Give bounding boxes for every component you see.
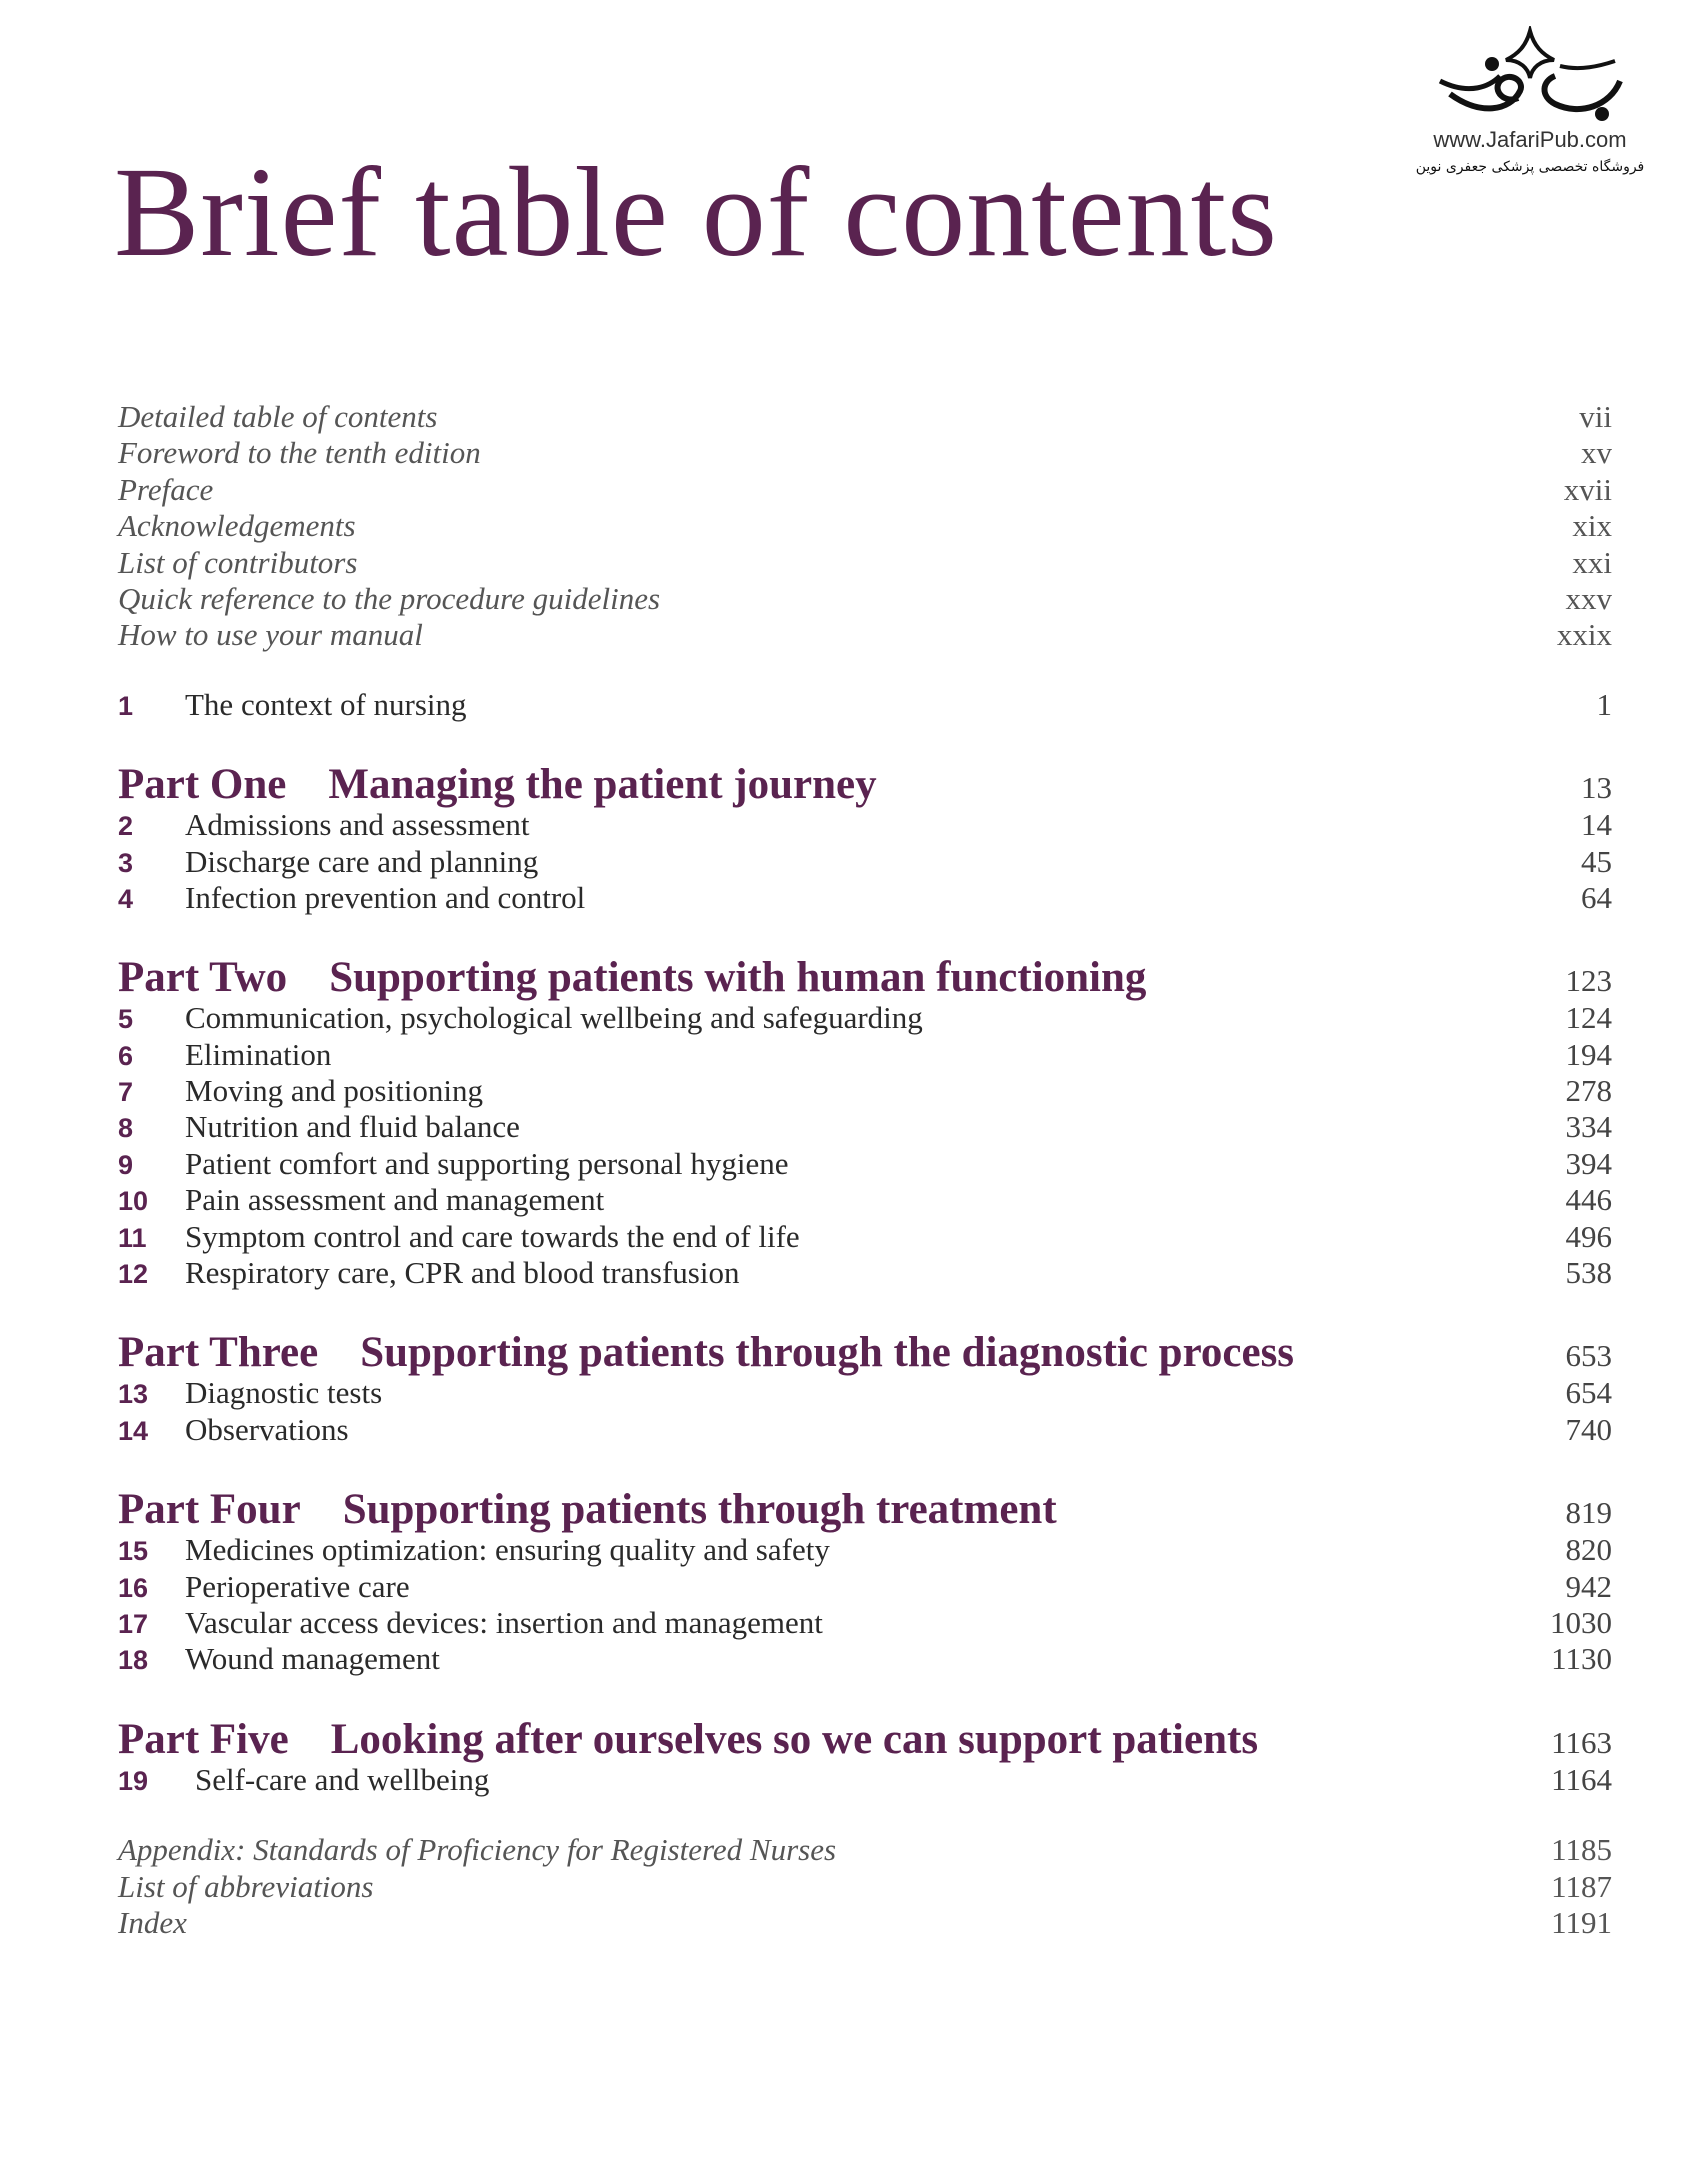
chapter-title: Observations bbox=[185, 1411, 349, 1447]
chapter-title: Moving and positioning bbox=[185, 1073, 483, 1109]
part-page: 1163 bbox=[1551, 1724, 1612, 1760]
chapter-page: 538 bbox=[1565, 1255, 1612, 1291]
chapter-entry[interactable] bbox=[118, 844, 1612, 880]
chapter-page: 14 bbox=[1581, 807, 1612, 843]
chapter-number: 15 bbox=[118, 1536, 149, 1567]
chapter-number: 9 bbox=[118, 1149, 134, 1180]
part-name: Part One bbox=[118, 761, 287, 809]
chapter-page: 654 bbox=[1565, 1375, 1612, 1411]
chapter-entry[interactable] bbox=[118, 1109, 1612, 1145]
entry-title: Preface bbox=[118, 471, 214, 507]
chapter-page: 1 bbox=[1596, 686, 1612, 722]
chapter-number: 3 bbox=[118, 847, 134, 878]
toc-entry[interactable] bbox=[118, 1905, 1612, 1941]
part-title: Managing the patient journey bbox=[328, 761, 877, 809]
logo-url: www.JafariPub.com bbox=[1433, 127, 1627, 152]
chapter-entry[interactable] bbox=[118, 1182, 1612, 1218]
chapter-page: 394 bbox=[1565, 1145, 1612, 1181]
chapter-entry[interactable] bbox=[118, 1000, 1612, 1036]
chapter-page: 820 bbox=[1565, 1532, 1612, 1568]
part-title: Supporting patients through the diagnostic process bbox=[360, 1329, 1295, 1377]
part-heading[interactable] bbox=[118, 1715, 1612, 1763]
chapter-page: 1030 bbox=[1550, 1604, 1612, 1640]
chapter-number: 16 bbox=[118, 1572, 149, 1603]
chapter-page: 45 bbox=[1581, 843, 1612, 879]
entry-page: xvii bbox=[1563, 471, 1612, 507]
toc-entry[interactable] bbox=[118, 617, 1612, 653]
entry-title: List of contributors bbox=[118, 544, 358, 580]
chapter-page: 740 bbox=[1565, 1411, 1612, 1447]
chapter-page: 124 bbox=[1565, 1000, 1612, 1036]
entry-page: xxi bbox=[1572, 544, 1612, 580]
entry-title: Detailed table of contents bbox=[118, 399, 438, 434]
chapter-number: 10 bbox=[118, 1186, 149, 1217]
part-page: 653 bbox=[1565, 1338, 1612, 1374]
chapter-page: 446 bbox=[1565, 1182, 1612, 1218]
chapter-page: 496 bbox=[1565, 1218, 1612, 1254]
chapter-title: Vascular access devices: insertion and management bbox=[185, 1604, 823, 1640]
part-heading[interactable] bbox=[118, 763, 1612, 807]
toc-entry[interactable] bbox=[118, 435, 1612, 471]
chapter-page: 942 bbox=[1565, 1568, 1612, 1604]
chapter-number: 2 bbox=[118, 811, 134, 842]
chapter-title: Patient comfort and supporting personal hygiene bbox=[185, 1145, 789, 1181]
toc-entry[interactable] bbox=[118, 472, 1612, 508]
entry-page: xv bbox=[1581, 435, 1612, 471]
part-name: Part Three bbox=[118, 1329, 319, 1377]
chapter-number: 8 bbox=[118, 1113, 134, 1144]
chapter-title: Symptom control and care towards the end of life bbox=[185, 1218, 800, 1254]
part-heading[interactable] bbox=[118, 956, 1612, 1000]
chapter-page: 1130 bbox=[1551, 1641, 1612, 1677]
chapter-title: Infection prevention and control bbox=[185, 879, 586, 915]
chapter-entry[interactable] bbox=[118, 880, 1612, 916]
chapter-entry[interactable] bbox=[118, 1073, 1612, 1109]
publisher-logo bbox=[1385, 26, 1675, 196]
chapter-title: Admissions and assessment bbox=[185, 807, 530, 843]
table-of-contents bbox=[118, 399, 1612, 1941]
part-page: 819 bbox=[1565, 1495, 1612, 1531]
chapter-page: 64 bbox=[1581, 879, 1612, 915]
chapter-number: 11 bbox=[118, 1222, 147, 1253]
entry-title: Quick reference to the procedure guidelines bbox=[118, 580, 661, 616]
chapter-title: Respiratory care, CPR and blood transfusion bbox=[185, 1255, 740, 1291]
entry-page: 1187 bbox=[1551, 1868, 1612, 1904]
chapter-entry[interactable] bbox=[118, 687, 1612, 723]
chapter-number: 7 bbox=[118, 1077, 134, 1108]
part-name: Part Two bbox=[118, 954, 288, 1002]
entry-title: Foreword to the tenth edition bbox=[118, 435, 481, 471]
chapter-title: Wound management bbox=[185, 1641, 440, 1677]
part-title: Looking after ourselves so we can support patients bbox=[330, 1715, 1259, 1763]
chapter-entry[interactable] bbox=[118, 807, 1612, 843]
logo-tagline: فروشگاه تخصصی پزشکی جعفری نوین bbox=[1415, 159, 1645, 175]
chapter-entry[interactable] bbox=[118, 1037, 1612, 1073]
chapter-number: 18 bbox=[118, 1645, 149, 1676]
back-matter bbox=[118, 1832, 1612, 1941]
chapter-entry[interactable] bbox=[118, 1255, 1612, 1291]
toc-entry[interactable] bbox=[118, 581, 1612, 617]
entry-page: xix bbox=[1572, 508, 1612, 544]
chapter-number: 17 bbox=[118, 1608, 149, 1639]
entry-title: How to use your manual bbox=[118, 617, 423, 653]
chapter-title: Nutrition and fluid balance bbox=[185, 1109, 520, 1145]
entry-title: Index bbox=[118, 1904, 187, 1940]
chapter-entry[interactable] bbox=[118, 1532, 1612, 1568]
chapter-number: 19 bbox=[118, 1765, 149, 1796]
entry-title: List of abbreviations bbox=[118, 1868, 374, 1904]
chapter-number: 13 bbox=[118, 1379, 149, 1410]
chapter-entry[interactable] bbox=[118, 1641, 1612, 1677]
toc-entry[interactable] bbox=[118, 508, 1612, 544]
part-page: 13 bbox=[1581, 770, 1612, 806]
chapter-entry[interactable] bbox=[118, 1219, 1612, 1255]
chapter-number: 14 bbox=[118, 1415, 149, 1446]
chapter-page: 334 bbox=[1565, 1109, 1612, 1145]
chapter-number: 1 bbox=[118, 690, 134, 721]
page-title: Brief table of contents bbox=[114, 140, 1278, 283]
chapter-title: Medicines optimization: ensuring quality and safety bbox=[185, 1532, 830, 1568]
part-name: Part Five bbox=[118, 1715, 289, 1763]
toc-entry[interactable] bbox=[118, 1869, 1612, 1905]
chapter-number: 4 bbox=[118, 883, 134, 914]
chapter-entry[interactable] bbox=[118, 1569, 1612, 1605]
chapter-page: 1164 bbox=[1551, 1761, 1612, 1797]
chapter-title: Self-care and wellbeing bbox=[195, 1761, 490, 1797]
entry-title: Acknowledgements bbox=[118, 508, 356, 544]
entry-page: xxv bbox=[1565, 580, 1612, 616]
logo-emblem-icon bbox=[1430, 26, 1630, 131]
chapter-title: Discharge care and planning bbox=[185, 843, 539, 879]
part-title: Supporting patients with human functioning bbox=[329, 954, 1147, 1002]
chapter-entry[interactable] bbox=[118, 1762, 1612, 1798]
part-title: Supporting patients through treatment bbox=[342, 1486, 1057, 1534]
entry-title: Appendix: Standards of Proficiency for Registered Nurses bbox=[118, 1832, 837, 1868]
part-heading[interactable] bbox=[118, 1488, 1612, 1532]
entry-page: 1185 bbox=[1551, 1832, 1612, 1868]
entry-page: 1191 bbox=[1551, 1904, 1612, 1940]
chapter-entry[interactable] bbox=[118, 1412, 1612, 1448]
entry-page: xxix bbox=[1556, 617, 1612, 653]
toc-entry[interactable] bbox=[118, 399, 1612, 435]
chapter-entry[interactable] bbox=[118, 1375, 1612, 1411]
chapter-title: Elimination bbox=[185, 1036, 332, 1072]
part-heading[interactable] bbox=[118, 1331, 1612, 1375]
part-name: Part Four bbox=[118, 1486, 301, 1534]
chapter-title: Perioperative care bbox=[185, 1568, 410, 1604]
toc-entry[interactable] bbox=[118, 545, 1612, 581]
chapter-title: The context of nursing bbox=[185, 686, 467, 722]
entry-page: vii bbox=[1579, 399, 1612, 434]
chapter-title: Communication, psychological wellbeing and safeguarding bbox=[185, 1000, 923, 1036]
chapter-number: 6 bbox=[118, 1040, 134, 1071]
chapter-entry[interactable] bbox=[118, 1605, 1612, 1641]
chapter-page: 194 bbox=[1565, 1036, 1612, 1072]
chapter-title: Diagnostic tests bbox=[185, 1375, 383, 1411]
chapter-entry[interactable] bbox=[118, 1146, 1612, 1182]
chapter-page: 278 bbox=[1565, 1073, 1612, 1109]
front-matter bbox=[118, 399, 1612, 654]
part-page: 123 bbox=[1565, 963, 1612, 999]
chapter-number: 5 bbox=[118, 1004, 134, 1035]
chapter-title: Pain assessment and management bbox=[185, 1182, 605, 1218]
chapter-number: 12 bbox=[118, 1259, 149, 1290]
toc-entry[interactable] bbox=[118, 1832, 1612, 1868]
